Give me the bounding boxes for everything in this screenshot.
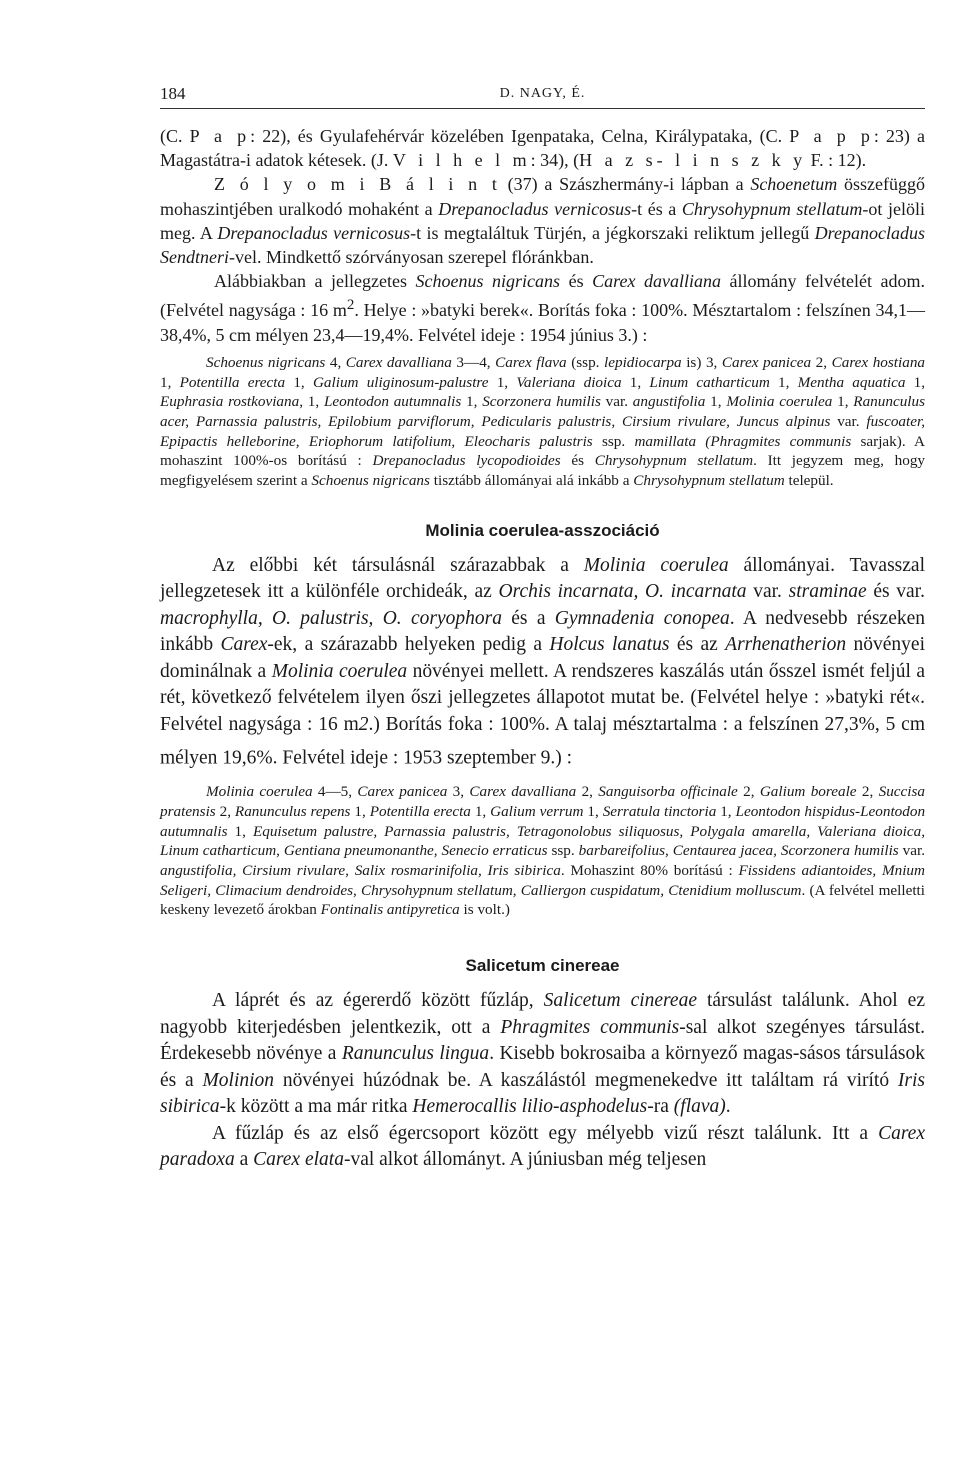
paragraph-3: Alábbiakban a jellegzetes Schoenus nigricans és Carex davalliana állomány felvételét adom. (Felvétel nagysága : 16 $m^2$. Helye : »batyki berek«. Borítás foka : 100%. Mésztartalom : felszínen 34,1—38,4%, 5 cm mélyen 23,4—19,4%. Felvétel ideje : 1954 június 3.) : [160,271,925,345]
section-heading-salicetum: Salicetum cinereae [465,956,620,976]
paragraph-5: A láprét és az égererdő között fűzláp, Salicetum cinereae társulást találunk. Ahol ez nagyobb kiterjedésben jelentkezik, ott a Phragmites communis-sal alkot szegényes társulást. Érdekesebb növénye a Ranunculus lingua. Kisebb bokrosaiba a környező magas-sásos társulások és a Molinion növényei húzódnak be. A kaszálástól megmenekedve itt találtam rá virító Iris sibirica-k között a ma már ritka Hemerocallis lilio-asphodelus-ra (flava). [160,990,925,1118]
paragraph-4: Az előbbi két társulásnál szárazabbak a Molinia coerulea állományai. Tavasszal jellegzetesek itt a különféle orchideák, az Orchis incarnata, O. incarnata var. straminae és var. macrophylla, O. palustris, O. coryophora és a Gymnadenia conopea. A nedvesebb részeken inkább Carex-ek, a szárazabb helyeken pedig a Holcus lanatus és az Arrhenatherion növényei dominálnak a Molinia coerulea növényei mellett. A rendszeres kaszálás után ősszel ismét feljúl a rét, következő felvételem ilyen őszi jellegzetes állapotot mutat be. (Felvétel helye : »batyki rét«. Felvétel nagysága : 16 m2.) Borítás foka : 100%. A talaj mésztartalma : a felszínen 27,3%, 5 cm mélyen 19,6%. Felvétel ideje : 1953 szeptember 9.) : [160,554,926,769]
paragraph-1: (C. P a p: 22), és Gyulafehérvár közelében Igenpataka, Celna, Királypataka, (C. P a p p: 23) a Magastátra-i adatok kétesek. (J. V i l h e l m: 34), (H a z s- l i n s z k y F. : 12). [160,126,925,171]
species-list-1: Schoenus nigricans 4, Carex davalliana 3—4, Carex flava (ssp. lepidiocarpa is) 3, Carex panicea 2, Carex hostiana 1, Potentilla erecta 1, Galium uliginosum-palustre 1, Valeriana dioica 1, Linum catharticum 1, Mentha aquatica 1, Euphrasia rostkoviana, 1, Leontodon autumnalis 1, Scorzonera humilis var. angustifolia 1, Molinia coerulea 1, Ranunculus acer, Parnassia palustris, Epilobium parviflorum, Pedicularis palustris, Cirsium rivulare, Juncus alpinus var. fuscoater, Epipactis helleborine, Eriophorum latifolium, Eleocharis palustris ssp. mamillata (Phragmites communis sarjak). A mohaszint 100%-os borítású : Drepanocladus lycopodioides és Chrysohypnum stellatum. Itt jegyzem meg, hogy megfigyelésem szerint a Schoenus nigricans tisztább állományai alá inkább a Chrysohypnum stellatum települ. [160,353,926,490]
running-head: D. NAGY, É. [499,86,586,101]
species-list-2: Molinia coerulea 4—5, Carex panicea 3, Carex davalliana 2, Sanguisorba officinale 2, Galium boreale 2, Succisa pratensis 2, Ranunculus repens 1, Potentilla erecta 1, Galium verrum 1, Serratula tinctoria 1, Leontodon hispidus-Leontodon autumnalis 1, Equisetum palustre, Parnassia palustris, Tetragonolobus siliquosus, Polygala amarella, Valeriana dioica, Linum catharticum, Gentiana pneumonanthe, Senecio erraticus ssp. barbareifolius, Centaurea jacea, Scorzonera humilis var. angustifolia, Cirsium rivulare, Salix rosmarinifolia, Iris sibirica. Mohaszint 80% borítású : Fissidens adiantoides, Mnium Seligeri, Climacium dendroides, Chrysohypnum stellatum, Calliergon cuspidatum, Ctenidium molluscum. (A felvétel melletti keskeny levezető árokban Fontinalis antipyretica is volt.) [160,783,926,919]
page-header [160,84,925,106]
page-body [160,124,925,1174]
page-number: 184 [160,84,186,103]
paragraph-2: Z ó l y o m i B á l i n t (37) a Szászhermány-i lápban a Schoenetum összefüggő mohaszintjében uralkodó mohaként a Drepanocladus vernicosus-t és a Chrysohypnum stellatum-ot jelöli meg. A Drepanocladus vernicosus-t is megtaláltuk Türjén, a jégkorszaki reliktum jellegű Drepanocladus Sendtneri-vel. Mindkettő szórványosan szerepel flóránkban. [160,174,926,268]
paragraph-6: A fűzláp és az első égercsoport között egy mélyebb vizű részt találunk. Itt a Carex paradoxa a Carex elata-val alkot állományt. A júniusban még teljesen [160,1122,925,1171]
header-rule [160,108,925,109]
section-heading-molinia: Molinia coerulea-asszociáció [425,520,660,540]
